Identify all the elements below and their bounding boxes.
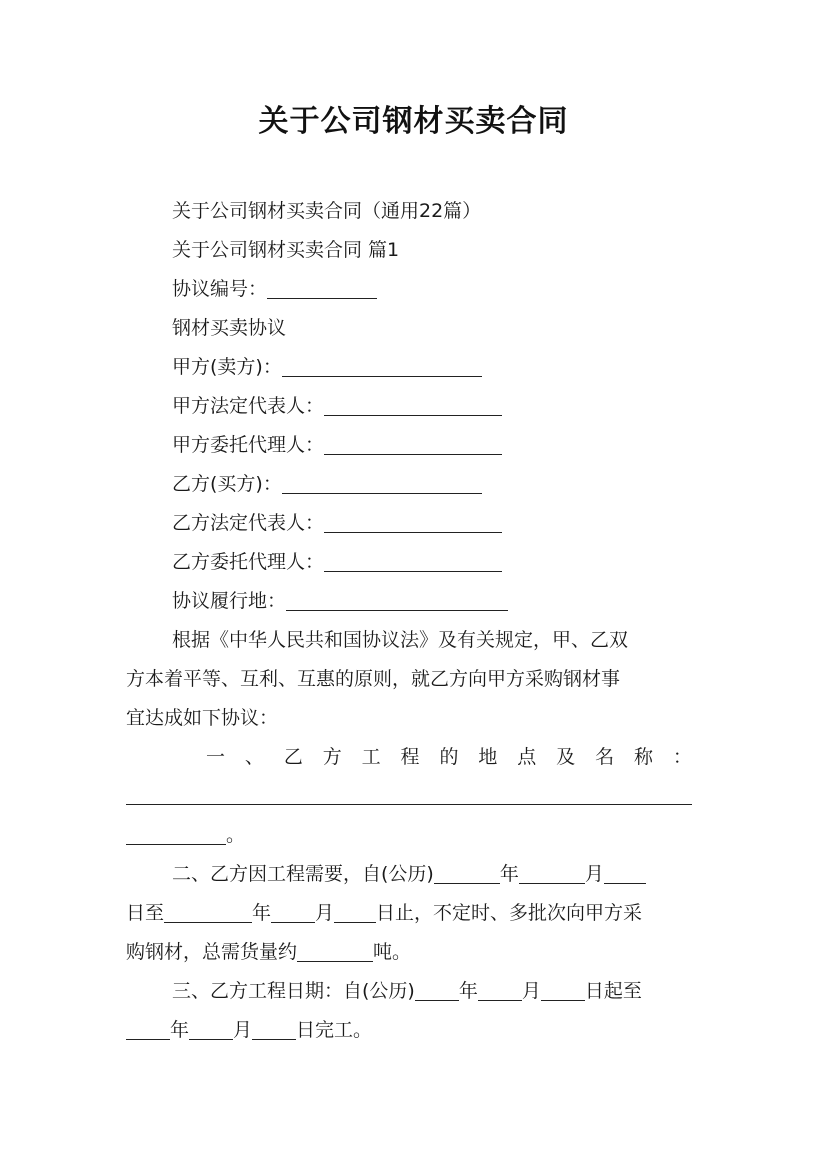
- clause-3-month-label: 月: [233, 1019, 253, 1041]
- intro-line-3: 宜达成如下协议：: [126, 707, 279, 729]
- clause-1-char: 乙: [283, 746, 303, 768]
- clause-1-char: 一: [206, 746, 226, 768]
- clause-1-char: ：: [672, 746, 692, 768]
- clause-2-year-label: 年: [499, 863, 519, 885]
- performance-place-row: [126, 582, 704, 621]
- party-a-rep-label: 甲方法定代表人：: [172, 395, 325, 417]
- party-a-agent-row: [126, 426, 704, 465]
- clause-3-start-day-blank[interactable]: [541, 973, 585, 1001]
- clause-2-start-month-blank[interactable]: [519, 856, 585, 884]
- clause-2-line-2: [126, 894, 704, 933]
- party-b-agent-row: [126, 543, 704, 582]
- clause-2-year-label: 年: [252, 902, 272, 924]
- clause-3-end-month-blank[interactable]: [189, 1012, 233, 1040]
- clause-2-start-year-blank[interactable]: [434, 856, 500, 884]
- clause-3-end-year-blank[interactable]: [126, 1012, 170, 1040]
- agreement-name: 钢材买卖协议: [172, 317, 287, 339]
- clause-1-char: 及: [556, 746, 576, 768]
- intro-line-1: 根据《中华人民共和国协议法》及有关规定，甲、乙双: [172, 629, 629, 651]
- clause-1-short-blank[interactable]: [126, 817, 226, 845]
- party-a-agent-blank[interactable]: [324, 427, 502, 455]
- clause-2-text: 日止，不定时、多批次向甲方采: [376, 902, 643, 924]
- clause-1-char: 方: [322, 746, 342, 768]
- clause-2-end-day-blank[interactable]: [334, 895, 376, 923]
- clause-3-end-day-blank[interactable]: [252, 1012, 296, 1040]
- intro-line-2: 方本着平等、互利、互惠的原则，就乙方向甲方采购钢材事: [126, 668, 621, 690]
- party-a-rep-row: [126, 387, 704, 426]
- clause-2-line-1: [126, 855, 704, 894]
- agreement-number-blank[interactable]: [267, 271, 377, 299]
- clause-1-heading: [126, 738, 704, 777]
- party-b-rep-label: 乙方法定代表人：: [172, 512, 325, 534]
- party-a-agent-label: 甲方委托代理人：: [172, 434, 325, 456]
- party-a-row: [126, 348, 704, 387]
- clause-2-paragraph: [126, 855, 704, 972]
- clause-1-char: 点: [517, 746, 537, 768]
- clause-3-year-label: 年: [458, 980, 478, 1002]
- clause-1-end-row: [126, 816, 704, 855]
- clause-1-char: 名: [595, 746, 615, 768]
- clause-1-long-blank[interactable]: [126, 777, 692, 805]
- performance-place-blank[interactable]: [286, 583, 508, 611]
- clause-1-rule-row: [126, 777, 704, 816]
- clause-1-char: 称: [633, 746, 653, 768]
- intro-paragraph: [126, 621, 704, 738]
- clause-1-char: 程: [400, 746, 420, 768]
- clause-3-text: 日完工。: [296, 1019, 373, 1041]
- clause-2-unit: 吨。: [373, 941, 412, 963]
- document-title: 关于公司钢材买卖合同: [258, 104, 569, 139]
- agreement-number-label: 协议编号：: [172, 278, 268, 300]
- clause-3-line-1: [126, 972, 704, 1011]
- document-body: [126, 192, 704, 1050]
- clause-1-char: 的: [439, 746, 459, 768]
- party-b-agent-label: 乙方委托代理人：: [172, 551, 325, 573]
- party-a-label: 甲方(卖方)：: [172, 356, 282, 378]
- clause-3-start-month-blank[interactable]: [478, 973, 522, 1001]
- clause-3-line-2: [126, 1011, 704, 1050]
- clause-2-line-3: [126, 933, 704, 972]
- clause-2-text: 日至: [126, 902, 165, 924]
- party-b-blank[interactable]: [282, 466, 482, 494]
- party-a-rep-blank[interactable]: [324, 388, 502, 416]
- clause-3-paragraph: [126, 972, 704, 1050]
- clause-2-month-label: 月: [584, 863, 604, 885]
- clause-3-start-year-blank[interactable]: [415, 973, 459, 1001]
- party-b-rep-blank[interactable]: [324, 505, 502, 533]
- subtitle: 关于公司钢材买卖合同（通用22篇）: [172, 200, 482, 222]
- clause-2-end-month-blank[interactable]: [271, 895, 315, 923]
- section-heading: 关于公司钢材买卖合同 篇1: [172, 239, 400, 261]
- clause-2-start-day-blank[interactable]: [604, 856, 646, 884]
- party-b-row: [126, 465, 704, 504]
- clause-2-quantity-blank[interactable]: [297, 934, 373, 962]
- clause-2-text: 二、乙方因工程需要，自(公历): [172, 863, 434, 885]
- clause-3-text: 日起至: [584, 980, 642, 1002]
- party-b-label: 乙方(买方)：: [172, 473, 282, 495]
- party-a-blank[interactable]: [282, 349, 482, 377]
- agreement-number-row: [126, 270, 704, 309]
- clause-3-text: 三、乙方工程日期：自(公历): [172, 980, 415, 1002]
- clause-2-text: 购钢材，总需货量约: [126, 941, 298, 963]
- clause-2-month-label: 月: [315, 902, 335, 924]
- clause-2-end-year-blank[interactable]: [164, 895, 252, 923]
- clause-1-char: 、: [244, 746, 264, 768]
- clause-3-month-label: 月: [521, 980, 541, 1002]
- clause-1-char: 工: [361, 746, 381, 768]
- clause-1-period: 。: [226, 824, 246, 846]
- party-b-agent-blank[interactable]: [324, 544, 502, 572]
- performance-place-label: 协议履行地：: [172, 590, 287, 612]
- party-b-rep-row: [126, 504, 704, 543]
- clause-1-char: 地: [478, 746, 498, 768]
- clause-3-year-label: 年: [170, 1019, 190, 1041]
